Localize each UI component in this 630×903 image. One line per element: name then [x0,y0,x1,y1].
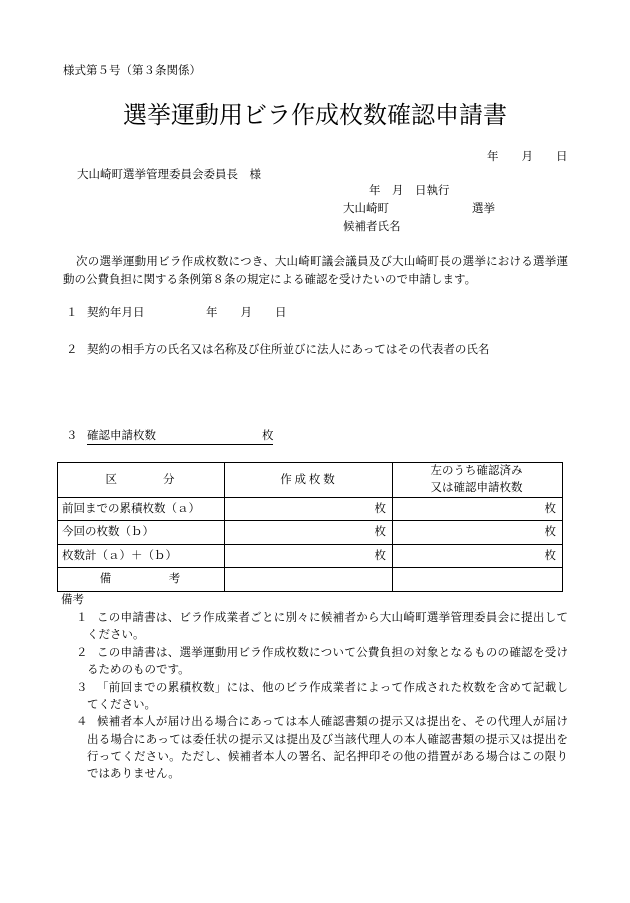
form-number: 様式第５号（第３条関係） [63,65,201,77]
remarks-confirmed-cell [393,568,563,592]
remarks-created-cell [225,568,393,592]
table-row [58,568,563,592]
confirmed-unit: 枚 [393,498,563,521]
header-created-count: 作 成 枚 数 [225,463,393,498]
note-3-line: てください。 [87,699,156,711]
intro-paragraph-line: 次の選挙運動用ビラ作成枚数につき、大山崎町議会議員及び大山崎町長の選挙における選挙運 [76,256,568,268]
item-2-label: 契約の相手方の氏名又は名称及び住所並びに法人にあってはその代表者の氏名 [87,344,490,356]
note-4-number: ４ [76,716,88,728]
election-municipality: 大山崎町 [343,203,389,215]
table-header-row [58,463,563,498]
election-suffix: 選挙 [472,203,495,215]
confirmed-unit: 枚 [393,545,563,568]
header-confirmed-line: 又は確認申請枚数 [430,482,523,494]
row-label: 枚数計（ａ）＋（ｂ） [58,545,225,568]
item-1-date-value: 年 月 日 [206,307,287,319]
item-3-number: ３ [66,430,78,442]
note-3-line: 「前回までの累積枚数」には、他のビラ作成業者によって作成された枚数を含めて記載し [97,682,568,694]
item-3-unit: 枚 [262,430,274,442]
election-date: 年 月 日執行 [369,185,450,197]
count-table [57,462,563,592]
item-2-number: ２ [66,344,78,356]
item-3-label: 確認申請枚数 [87,430,156,442]
note-4-line: 候補者本人が届け出る場合にあっては本人確認書類の提示又は提出を、その代理人が届け [97,716,568,728]
note-1-number: １ [76,612,88,624]
remarks-label: 備 考 [58,568,225,592]
created-unit: 枚 [225,498,393,521]
created-unit: 枚 [225,545,393,568]
intro-paragraph-line: 動の公費負担に関する条例第８条の規定による確認を受けたいので申請します。 [63,274,477,286]
header-confirmed-count [393,463,563,498]
item-3-underline [87,444,273,445]
table-row [58,498,563,521]
row-label: 今回の枚数（ｂ） [58,521,225,545]
candidate-name-label: 候補者氏名 [343,221,401,233]
item-1-label: 契約年月日 [87,307,145,319]
note-2-number: ２ [76,647,88,659]
item-1-number: １ [66,307,78,319]
note-4-line: 行ってください。ただし、候補者本人の署名、記名押印その他の措置がある場合はこの限り [87,751,568,763]
note-3-number: ３ [76,682,88,694]
table-row [58,521,563,545]
addressee: 大山崎町選挙管理委員会委員長 様 [77,169,261,181]
confirmed-unit: 枚 [393,521,563,545]
note-1-line: ください。 [87,629,145,641]
application-date: 年 月 日 [487,151,568,163]
row-label: 前回までの累積枚数（ａ） [58,498,225,521]
note-2-line: るためのものです。 [87,664,190,676]
header-confirmed-line: 左のうち確認済み [430,465,523,477]
note-1-line: この申請書は、ビラ作成業者ごとに別々に候補者から大山崎町選挙管理委員会に提出して [97,612,568,624]
note-4-line: ではありません。 [87,768,180,780]
created-unit: 枚 [225,521,393,545]
notes-heading: 備考 [61,594,84,606]
document-title: 選挙運動用ビラ作成枚数確認申請書 [123,103,507,129]
header-category: 区 分 [58,463,225,498]
note-4-line: 出る場合にあっては委任状の提示又は提出及び当該代理人の本人確認書類の提示又は提出を [87,734,568,746]
note-2-line: この申請書は、選挙運動用ビラ作成枚数について公費負担の対象となるものの確認を受け [97,647,568,659]
table-row [58,545,563,568]
